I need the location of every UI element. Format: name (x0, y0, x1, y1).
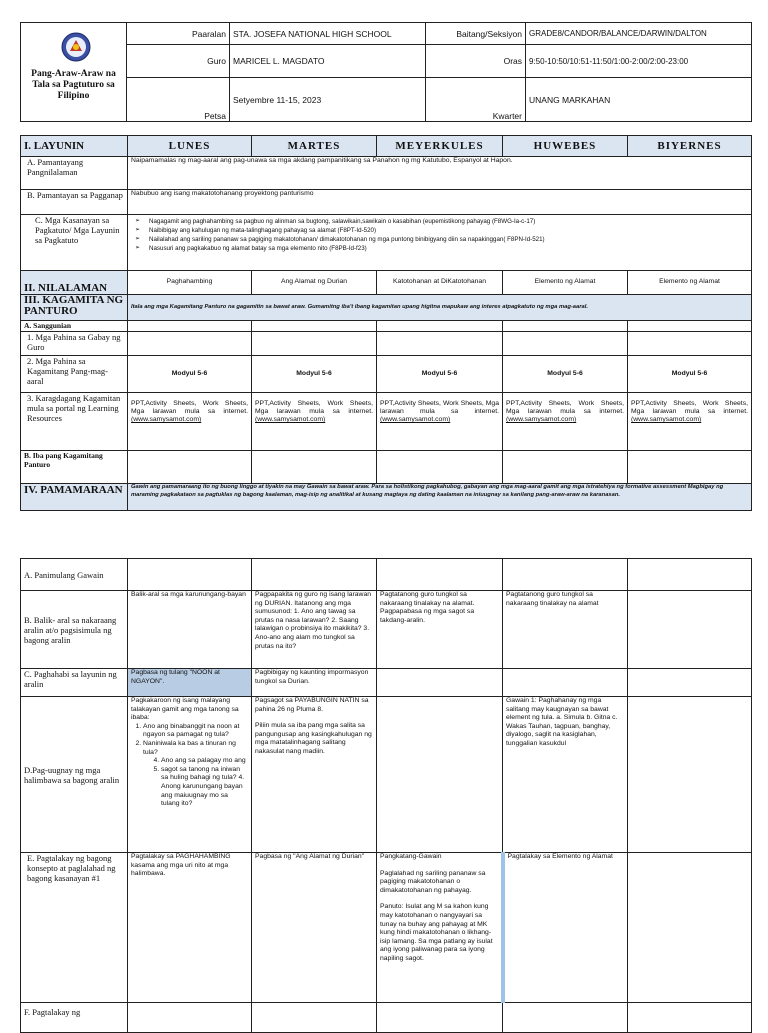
empty-cell (377, 451, 503, 484)
empty-cell (252, 1003, 377, 1033)
empty-cell (128, 332, 252, 356)
pangkatang-gawain-title: Pangkatang-Gawain (380, 853, 442, 860)
resources-lunes (128, 393, 252, 451)
row-label-pagtalakay-1: E. Pagtalakay ng bagong konsepto at paglalahad ng bagong kasanayan #1 (21, 853, 128, 1003)
modyul-martes: Modyul 5-6 (252, 356, 377, 393)
nilalaman-lunes: Paghahambing (128, 271, 252, 295)
row-label-pamantayang-pangnilalaman: A. Pamantayang Pangnilalaman (21, 157, 128, 190)
pangkatang-gawain-text-1: Paglalahad ng sariling pananaw sa pagiging makatotohanan o dimakatotohanan ng pahayag. (380, 869, 486, 894)
resources-link[interactable]: (www.samysamot.com) (255, 416, 326, 423)
section-kagamitan: III. KAGAMITA NG PANTURO (21, 295, 128, 321)
empty-cell (252, 332, 377, 356)
row-label-sanggunian: A. Sanggunian (21, 321, 128, 332)
empty-cell (628, 321, 752, 332)
resources-text: PPT,Activity Sheets, Work Sheets, Mga larawan mula sa internet. (506, 400, 624, 415)
kasanayan-list (131, 217, 748, 253)
empty-cell (628, 591, 752, 669)
balik-aral-meyerkules: Pagtatanong guro tungkol sa nakaraang tinalakay na alamat. Pagpapabasa ng mga sagot sa takdang-aralin. (377, 591, 503, 669)
row-label-kagamitang-pang-mag-aaral: 2. Mga Pahina sa Kagamitang Pang-mag-aaral (21, 356, 128, 393)
empty-cell (377, 697, 503, 853)
modyul-meyerkules: Modyul 5-6 (377, 356, 503, 393)
balik-aral-martes: Pagpapakita ng guro ng isang larawan ng DURIAN. Itatanong ang mga sumusunod: 1. Ano ang tawag sa prutas na nasa larawan? 2. Saang lalawigan o probinsiya ito makikita? 3. Ano-ano ang alam mo tungkol sa prutas na ito? (252, 591, 377, 669)
empty-cell (377, 669, 503, 697)
empty-cell (628, 1003, 752, 1033)
balik-aral-huwebes: Pagtatanong guro tungkol sa nakaraang tinalakay na alamat (503, 591, 628, 669)
pag-uugnay-martes (252, 697, 377, 853)
kagamitan-note: Itala ang mga Kagamitang Panturo na gagamitin sa bawat araw. Gumamitng iba't ibang kagamitan upang higitna mapukaw ang interes atpagkatuto ng mga mag-aaral. (128, 295, 752, 321)
pag-uugnay-martes-2: Piliin mula sa iba pang mga salita sa pangungusap ang kasingkahulugan ng mga matatalinhagang salitang nakasulat nang madiin. (255, 722, 372, 755)
nilalaman-martes: Ang Alamat ng Durian (252, 271, 377, 295)
paghahabi-lunes: Pagbasa ng tulang "NOON at NGAYON". (128, 669, 252, 697)
baitang-value: GRADE8/CANDOR/BALANCE/DARWIN/DALTON (526, 23, 752, 45)
row-label-pagtalakay-2: F. Pagtalakay ng (21, 1003, 128, 1033)
petsa-value: Setyembre 11-15, 2023 (230, 78, 426, 122)
row-label-karagdagang-kagamitan: 3. Karagdagang Kagamitan mula sa portal ng Learning Resources (21, 393, 128, 451)
empty-cell (628, 332, 752, 356)
empty-cell (628, 451, 752, 484)
guro-label: Guro (127, 45, 230, 78)
modyul-lunes: Modyul 5-6 (128, 356, 252, 393)
resources-text: PPT,Activity Sheets, Work Sheets, Mga larawan mula sa internet. (255, 400, 373, 415)
pagtalakay-meyerkules (377, 853, 503, 1003)
empty-cell (503, 669, 628, 697)
resources-biyernes (628, 393, 752, 451)
empty-cell (628, 853, 752, 1003)
row-label-paghahabi: C. Paghahabi sa layunin ng aralin (21, 669, 128, 697)
empty-cell (128, 1003, 252, 1033)
row-label-iba-pang-kagamitan: B. Iba pang Kagamitang Panturo (21, 451, 128, 484)
row-label-pamantayan-sa-pagganap: B. Pamantayan sa Pagganap (21, 190, 128, 215)
empty-cell (252, 451, 377, 484)
deped-seal-icon (61, 32, 91, 62)
kwarter-value: UNANG MARKAHAN (526, 78, 752, 122)
header-title-cell (21, 23, 127, 122)
oras-label: Oras (426, 45, 526, 78)
resources-link[interactable]: (www.samysamot.com) (506, 416, 577, 423)
row-label-gabay-ng-guro: 1. Mga Pahina sa Gabay ng Guro (21, 332, 128, 356)
pamantayang-pangnilalaman-text: Naipamamalas ng mag-aaral ang pag-unawa sa mga akdang pampanitikang sa Panahon ng mg Katutubo, Espanyol at Hapon. (128, 157, 752, 190)
row-label-pag-uugnay: D.Pag-uugnay ng mga halimbawa sa bagong aralin (21, 697, 128, 853)
pag-uugnay-lunes (128, 697, 252, 853)
day-martes: MARTES (252, 136, 377, 157)
pag-uugnay-questions-indented (131, 757, 248, 809)
empty-cell (503, 559, 628, 591)
resources-meyerkules (377, 393, 503, 451)
day-lunes: LUNES (128, 136, 252, 157)
mga-kasanayan-list-cell (128, 215, 752, 271)
empty-cell (503, 451, 628, 484)
nilalaman-biyernes: Elemento ng Alamat (628, 271, 752, 295)
empty-cell (377, 321, 503, 332)
pag-uugnay-martes-1: Pagsagot sa PAYABUNGIN NATIN sa pahina 26 ng Pluma 8. (255, 697, 369, 713)
list-item: ➢ Nasusuri ang pagkakabuo ng alamat batay sa mga elemento nito (F8PB-Id-f23) (149, 244, 748, 253)
empty-cell (128, 559, 252, 591)
procedure-table (20, 558, 752, 1033)
paaralan-value: STA. JOSEFA NATIONAL HIGH SCHOOL (230, 23, 426, 45)
empty-cell (503, 1003, 628, 1033)
list-item: 4. Ano ang sa palagay mo ang (161, 757, 248, 766)
section-pamamaraan: IV. PAMAMARAAN (21, 484, 128, 511)
resources-link[interactable]: (www.samysamot.com) (380, 416, 451, 423)
lesson-table (20, 135, 752, 511)
resources-link[interactable]: (www.samysamot.com) (631, 416, 702, 423)
pag-uugnay-huwebes: Gawain 1: Paghahanay ng mga salitang may kaugnayan sa bawat element ng tula. a. Simula b. Gitna c. Wakas Tauhan, tagpuan, banghay, diyalogo, saglit na kasiglahan, tunggalian kasukdul (503, 697, 628, 853)
empty-cell (628, 559, 752, 591)
day-biyernes: BIYERNES (628, 136, 752, 157)
empty-cell (503, 321, 628, 332)
row-label-balik-aral: B. Balik- aral sa nakaraang aralin at/o pagsisimula ng bagong aralin (21, 591, 128, 669)
paghahabi-martes: Pagbibigay ng kaunting impormasyon tungkol sa Durian. (252, 669, 377, 697)
pagtalakay-huwebes: Pagtalakay sa Elemento ng Alamat (503, 853, 628, 1003)
header-table (20, 22, 752, 122)
pag-uugnay-questions (131, 723, 248, 757)
resources-text: PPT,Activity Sheets, Work Sheets, Mga larawan mula sa internet. (131, 400, 248, 415)
day-huwebes: HUWEBES (503, 136, 628, 157)
pag-uugnay-intro: Pagkakaroon ng isang malayang talakayan gamit ang mga tanong sa ibaba: (131, 697, 239, 722)
row-label-mga-kasanayan: C. Mga Kasanayan sa Pagkatuto/ Mga Layunin sa Pagkatuto (21, 215, 128, 271)
pagtalakay-martes: Pagbasa ng "Ang Alamat ng Durian" (252, 853, 377, 1003)
empty-cell (628, 697, 752, 853)
list-item: 1. Ano ang binabanggit na noon at ngayon sa pamagat ng tula? (143, 723, 248, 740)
nilalaman-meyerkules: Katotohanan at DiKatotohanan (377, 271, 503, 295)
section-nilalaman: II. NILALAMAN (21, 271, 128, 295)
empty-cell (628, 669, 752, 697)
pamamaraan-note: Gawin ang pamamaraang ito ng buong linggo at tiyakin na may Gawain sa bawat araw. Para sa holistikong pagkahubog, gabayan ang mga mag-aaral gamit ang mga istratehiya ng formative assessment Magbigay ng maraming pagkakataon sa pagtuklas ng bagong kaalaman, mag-isip ng analitikal at kusang magtaya ng dating kaalaman na iniuugnay sa kanilang pang-araw-araw na karanasan. (128, 484, 752, 511)
petsa-label: Petsa (127, 78, 230, 122)
resources-martes (252, 393, 377, 451)
list-item: ➢ Naibibigay ang kahulugan ng mata-talinghagang pahayag sa alamat (F8PT-Id-520) (149, 226, 748, 235)
section-layunin: I. LAYUNIN (21, 136, 128, 157)
list-item: 2. Naniniwala ka bas a tinuran ng tula? (143, 740, 248, 757)
empty-cell (128, 321, 252, 332)
pamantayan-sa-pagganap-text: Nabubuo ang isang makatotohanang proyektong panturismo (128, 190, 752, 215)
empty-cell (377, 559, 503, 591)
pangkatang-gawain-text-2: Panuto: Isulat ang M sa kahon kung may katotohanan o nangyayari sa tunay na buhay ang pahayag at MK kung hindi makatotohanan o likhang-isip lamang. Sa mga patlang ay isulat ang iyong paliwanag para sa iyong napiling sagot. (380, 903, 493, 962)
paaralan-label: Paaralan (127, 23, 230, 45)
oras-value: 9:50-10:50/10:51-11:50/1:00-2:00/2:00-23:00 (526, 45, 752, 78)
doc-title: Pang-Araw-Araw na Tala sa Pagtuturo sa Filipino (31, 69, 116, 101)
modyul-biyernes: Modyul 5-6 (628, 356, 752, 393)
list-item: ➢ Nagagamit ang paghahambing sa pagbuo ng alinman sa bugtong, salawikain,sawikain o kasabihan (eupemistikong pahayag (F8WG-Ia-c-17) (149, 217, 748, 226)
modyul-huwebes: Modyul 5-6 (503, 356, 628, 393)
list-item: 5. sagot sa tanong na iniwan sa huling bahagi ng tula? 4. Anong karunungang bayan ang maiuugnay mo sa tulang ito? (161, 766, 248, 809)
day-meyerkules: MEYERKULES (377, 136, 503, 157)
nilalaman-huwebes: Elemento ng Alamat (503, 271, 628, 295)
row-label-panimulang-gawain: A. Panimulang Gawain (21, 559, 128, 591)
pagtalakay-lunes: Pagtalakay sa PAGHAHAMBING kasama ang mga uri nito at mga halimbawa. (128, 853, 252, 1003)
baitang-label: Baitang/Seksiyon (426, 23, 526, 45)
resources-link[interactable]: (www.samysamot.com) (131, 416, 202, 423)
resources-text: PPT,Activity Sheets, Work Sheets, Mga larawan mula sa internet. (631, 400, 748, 415)
empty-cell (377, 1003, 503, 1033)
empty-cell (252, 321, 377, 332)
list-item: ➢ Nailalahad ang sariling pananaw sa pagiging makatotohanan/ dimakatotohanan ng mga puntong binibigyang diin sa napakinggan( F8PN-Id-521) (149, 235, 748, 244)
guro-value: MARICEL L. MAGDATO (230, 45, 426, 78)
resources-text: PPT,Activity Sheets, Work Sheets, Mga larawan mula sa internet. (380, 400, 499, 415)
resources-huwebes (503, 393, 628, 451)
empty-cell (377, 332, 503, 356)
empty-cell (503, 332, 628, 356)
balik-aral-lunes: Balik-aral sa mga karunungang-bayan (128, 591, 252, 669)
kwarter-label: Kwarter (426, 78, 526, 122)
empty-cell (128, 451, 252, 484)
empty-cell (252, 559, 377, 591)
